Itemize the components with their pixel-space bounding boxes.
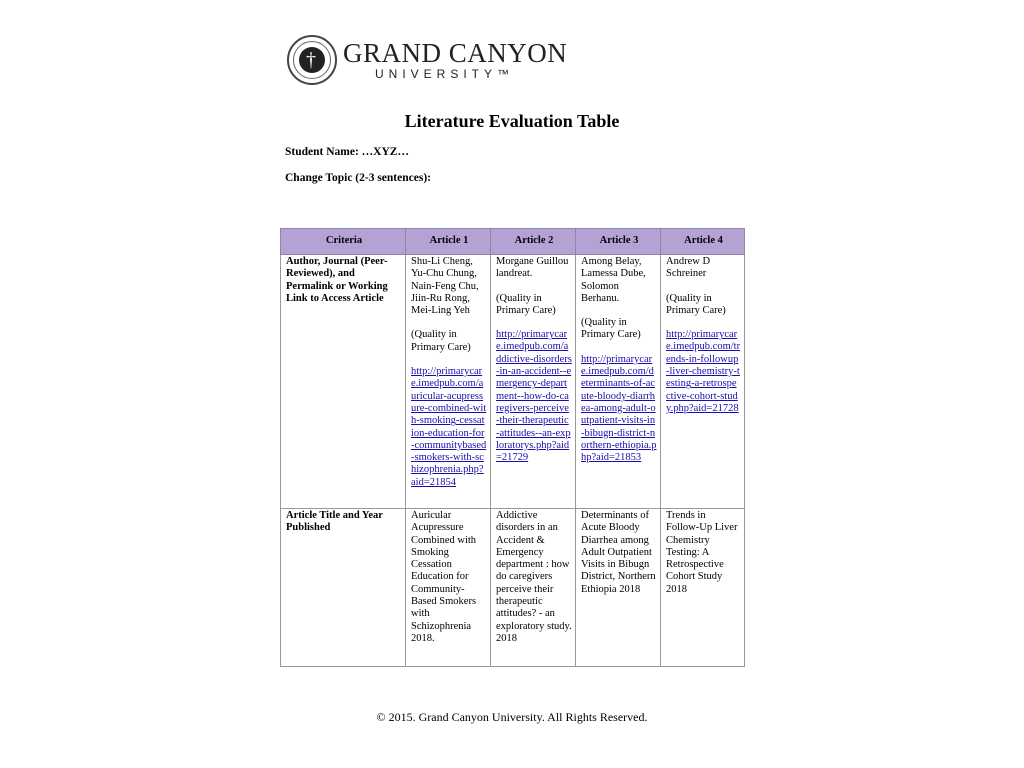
header-criteria: Criteria <box>281 229 406 255</box>
article-cell <box>576 255 661 509</box>
logo-subtitle: UNIVERSITY™ <box>375 67 515 81</box>
header-article-1: Article 1 <box>406 229 491 255</box>
article-link[interactable]: http://primarycare.imedpub.com/trends-in-followup-liver-chemistry-testing-a-retrospective-cohort-study.php?aid=21728 <box>666 329 741 414</box>
change-topic: Change Topic (2-3 sentences): <box>285 172 431 184</box>
criteria-cell: Article Title and Year Published <box>281 509 406 667</box>
authors: Morgane Guillou landreat. <box>496 256 569 280</box>
article-title-cell: Trends in Follow-Up Liver Chemistry Testing: A Retrospective Cohort Study 2018 <box>661 509 745 667</box>
article-cell <box>406 255 491 509</box>
article-link[interactable]: http://primarycare.imedpub.com/determinants-of-acute-bloody-diarrhea-among-adult-outpatient-visits-in-bibugn-district-northern-ethiopia.php?aid=21853 <box>581 353 657 464</box>
logo-name: GRAND CANYON <box>343 38 568 68</box>
header-article-3: Article 3 <box>576 229 661 255</box>
table-header-row <box>281 229 745 255</box>
article-title-cell: Addictive disorders in an Accident & Emergency department : how do caregivers perceive their therapeutic attitudes? - an exploratory study. 2018 <box>491 509 576 667</box>
criteria-cell: Author, Journal (Peer-Reviewed), and Permalink or Working Link to Access Article <box>281 255 406 509</box>
authors: Shu-Li Cheng, Yu-Chu Chung, Nain-Feng Chu, Jiin-Ru Rong, Mei-Ling Yeh <box>411 256 479 317</box>
article-link[interactable]: http://primarycare.imedpub.com/auricular-acupressure-combined-with-smoking-cessation-education-for-communitybased-smokers-with-schizophrenia.php?aid=21854 <box>411 366 487 488</box>
article-cell <box>491 255 576 509</box>
journal: (Quality in Primary Care) <box>411 329 471 353</box>
student-name: Student Name: …XYZ… <box>285 146 409 158</box>
copyright-footer: © 2015. Grand Canyon University. All Rights Reserved. <box>376 710 648 724</box>
journal: (Quality in Primary Care) <box>581 317 641 341</box>
university-seal-icon <box>287 35 337 85</box>
authors: Andrew D Schreiner <box>666 256 711 280</box>
article-title-cell: Auricular Acupressure Combined with Smoking Cessation Education for Community-Based Smokers with Schizophrenia 2018. <box>406 509 491 667</box>
page-title: Literature Evaluation Table <box>404 111 620 131</box>
article-cell <box>661 255 745 509</box>
table-row <box>281 255 745 509</box>
authors: Among Belay, Lamessa Dube, Solomon Berhanu. <box>581 256 646 304</box>
university-logo <box>287 35 567 85</box>
literature-evaluation-table <box>280 228 745 667</box>
journal: (Quality in Primary Care) <box>496 292 556 316</box>
table-row <box>281 509 745 667</box>
header-article-2: Article 2 <box>491 229 576 255</box>
article-link[interactable]: http://primarycare.imedpub.com/addictive-disorders-in-an-accident--emergency-department--how-do-caregivers-perceive-their-therapeutic-attitudes--an-exploratorys.php?aid=21729 <box>496 329 572 464</box>
journal: (Quality in Primary Care) <box>666 292 726 316</box>
header-article-4: Article 4 <box>661 229 745 255</box>
article-title-cell: Determinants of Acute Bloody Diarrhea among Adult Outpatient Visits in Bibugn District, Northern Ethiopia 2018 <box>576 509 661 667</box>
